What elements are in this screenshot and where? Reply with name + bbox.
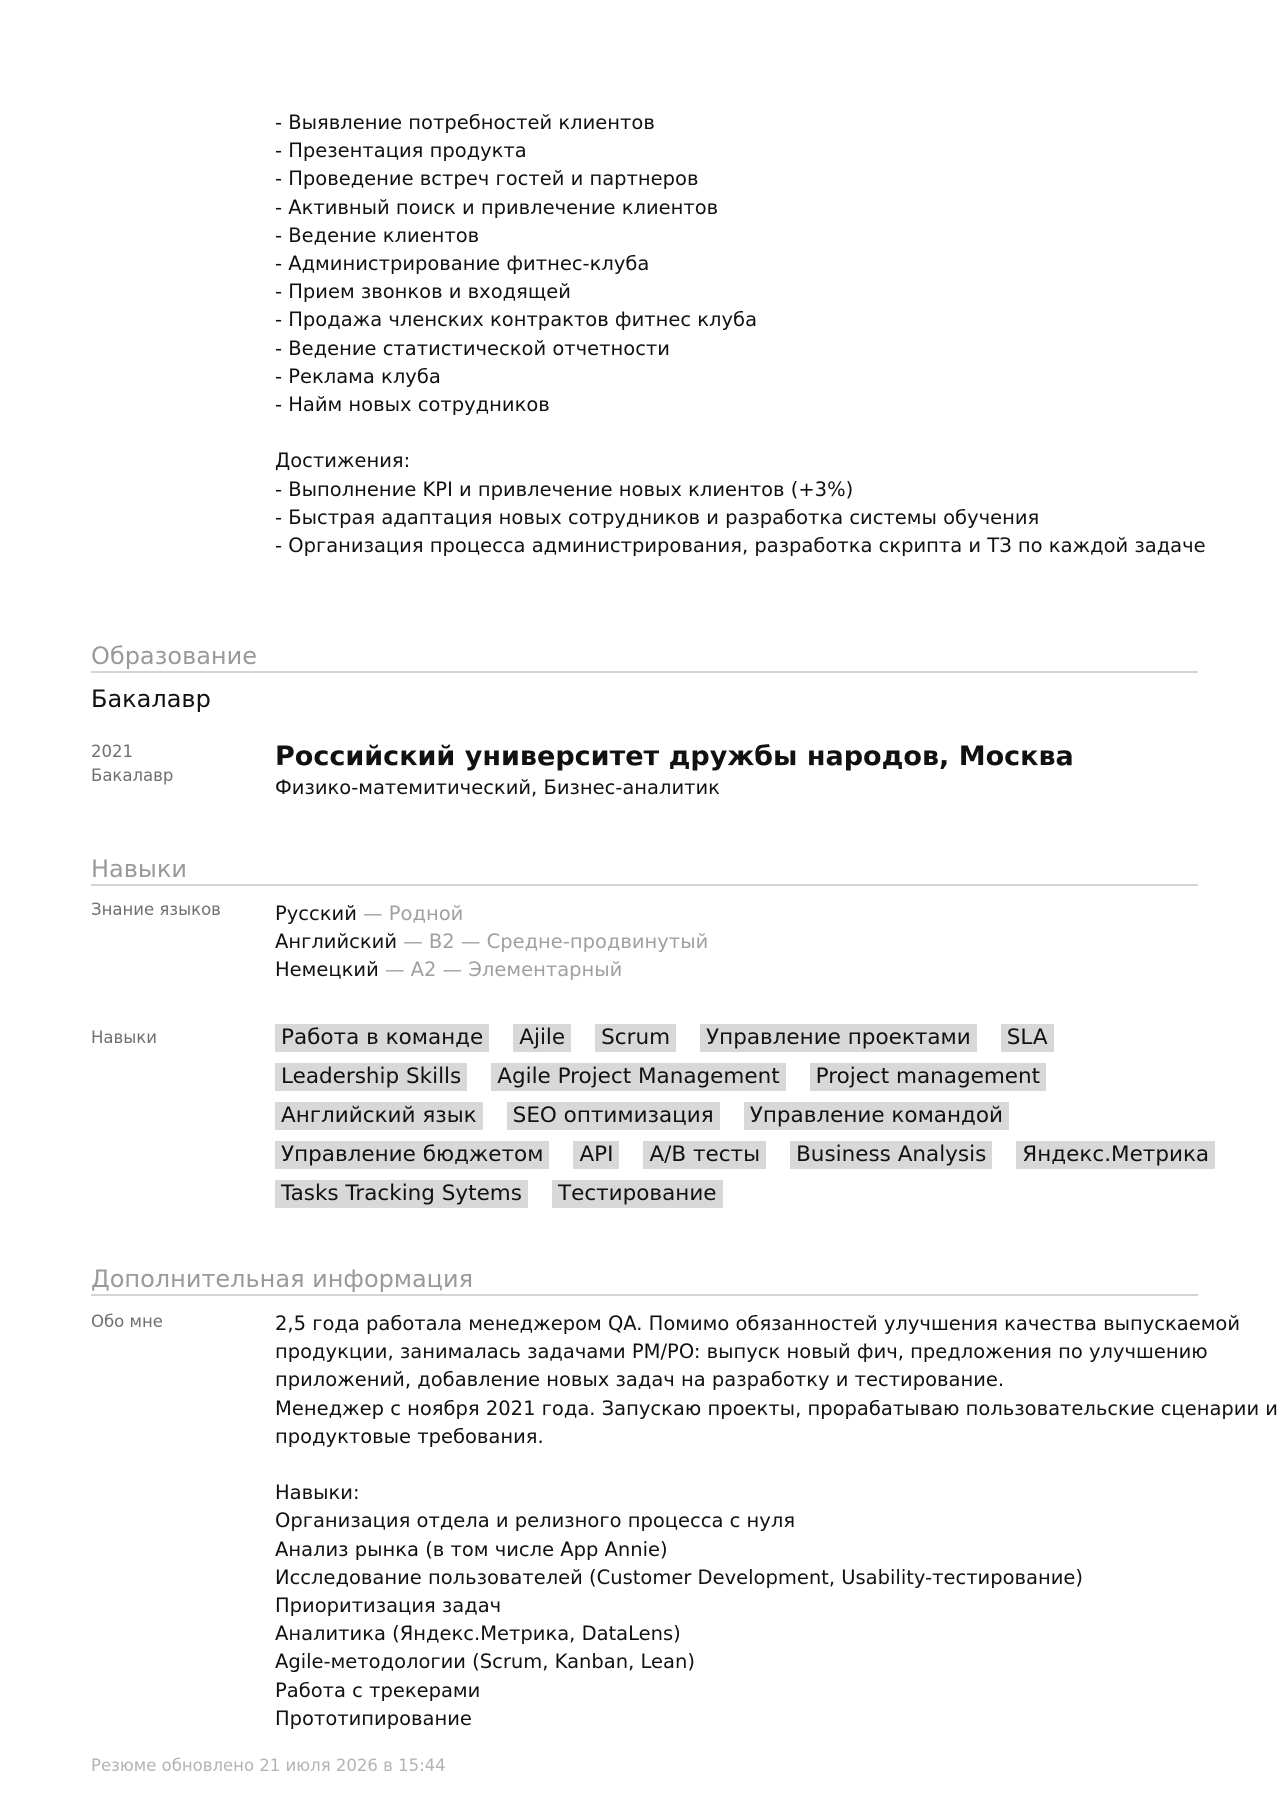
additional-section-title: Дополнительная информация [91,1264,1198,1296]
education-year: 2021 [91,742,133,761]
duty-line: - Прием звонков и входящей [275,280,571,304]
university-name: Российский университет дружбы народов, Москва [275,741,1074,772]
about-skill-line: Исследование пользователей (Customer Development, Usability-тестирование) [275,1565,1084,1589]
skill-tag: Работа в команде [275,1024,489,1052]
duty-line: - Администрирование фитнес-клуба [275,252,650,276]
skill-tag: Яндекс.Метрика [1016,1141,1215,1169]
about-skill-line: Прототипирование [275,1706,472,1730]
skill-tag: SEO оптимизация [507,1102,720,1130]
language-item [275,928,1210,956]
language-name: Немецкий [275,958,379,982]
skill-tag-row [275,1102,1210,1141]
duty-line: - Выявление потребностей клиентов [275,111,655,134]
duty-line: - Проведение встреч гостей и партнеров [275,167,699,191]
about-skill-line: Приоритизация задач [275,1594,502,1618]
duty-line: - Найм новых сотрудников [275,393,550,417]
resume-updated-note: Резюме обновлено 21 июля 2026 в 15:44 [91,1756,446,1775]
skill-tag: Английский язык [275,1102,483,1130]
skills-label: Навыки [91,1028,157,1047]
skill-tag: Управление бюджетом [275,1141,549,1169]
language-level: — Родной [356,902,464,925]
about-skill-line: Аналитика (Яндекс.Метрика, DataLens) [275,1622,681,1646]
skill-tag-row [275,1063,1210,1102]
skill-tag: Agile Project Management [491,1063,785,1091]
duty-line: - Ведение клиентов [275,223,480,247]
duty-line: - Ведение статистической отчетности [275,336,670,360]
language-item [275,900,1210,928]
university-faculty: Физико-матемитический, Бизнес-аналитик [275,776,720,799]
language-level: — A2 — Элементарный [378,958,623,982]
skill-tag: Project management [810,1063,1046,1091]
skill-tag-row [275,1141,1210,1180]
duty-line: - Продажа членских контрактов фитнес клуба [275,308,758,332]
about-line: продукции, занималась задачами PM/PO: выпуск новый фич, предложения по улучшению [275,1340,1208,1364]
duty-line: - Презентация продукта [275,139,527,163]
about-skill-line: Agile-методологии (Scrum, Kanban, Lean) [275,1650,695,1674]
language-item [275,956,1210,984]
about-label: Обо мне [91,1312,163,1331]
skill-tag-row [275,1180,1210,1219]
about-skills-heading: Навыки: [275,1481,360,1505]
skills-section-title: Навыки [91,854,1198,886]
about-skill-line: Анализ рынка (в том числе App Annie) [275,1537,668,1561]
skill-tag: Ajile [513,1024,571,1052]
skill-tag: Управление проектами [700,1024,977,1052]
language-name: Английский [275,930,397,954]
skill-tag: Управление командой [744,1102,1009,1130]
about-text [275,1310,1278,1733]
skill-tag: SLA [1001,1024,1054,1052]
about-line: 2,5 года работала менеджером QA. Помимо обязанностей улучшения качества выпускаемой [275,1312,1241,1335]
skill-tag: A/B тесты [643,1141,766,1169]
achievements-heading: Достижения: [275,449,411,473]
about-skill-line: Организация отдела и релизного процесса с нуля [275,1509,796,1533]
achievement-line: - Быстрая адаптация новых сотрудников и разработка системы обучения [275,505,1040,529]
skill-tags [275,1024,1210,1219]
skill-tag: Business Analysis [790,1141,992,1169]
education-level: Бакалавр [91,685,211,713]
skill-tag: API [573,1141,619,1169]
skill-tag: Тестирование [552,1180,723,1208]
skill-tag: Tasks Tracking Sytems [275,1180,528,1208]
duty-line: - Активный поиск и привлечение клиентов [275,195,719,219]
language-level: — B2 — Средне-продвинутый [397,930,709,954]
skill-tag: Scrum [595,1024,676,1052]
experience-duties [275,109,1210,560]
achievement-line: - Организация процесса администрирования, разработка скрипта и ТЗ по каждой задаче [275,534,1206,558]
about-line: продуктовые требования. [275,1424,544,1448]
about-skill-line: Работа с трекерами [275,1678,481,1702]
languages-label: Знание языков [91,900,221,919]
achievement-line: - Выполнение KPI и привлечение новых клиентов (+3%) [275,477,854,501]
skill-tag-row [275,1024,1210,1063]
education-degree: Бакалавр [91,766,174,785]
skill-tag: Leadership Skills [275,1063,467,1091]
education-section-title: Образование [91,641,1198,673]
languages-list [275,900,1210,985]
about-line: приложений, добавление новых задач на разработку и тестирование. [275,1368,1005,1392]
duty-line: - Реклама клуба [275,364,441,388]
language-name: Русский [275,902,357,925]
about-line: Менеджер с ноября 2021 года. Запускаю проекты, прорабатываю пользовательские сценарии и [275,1396,1278,1420]
